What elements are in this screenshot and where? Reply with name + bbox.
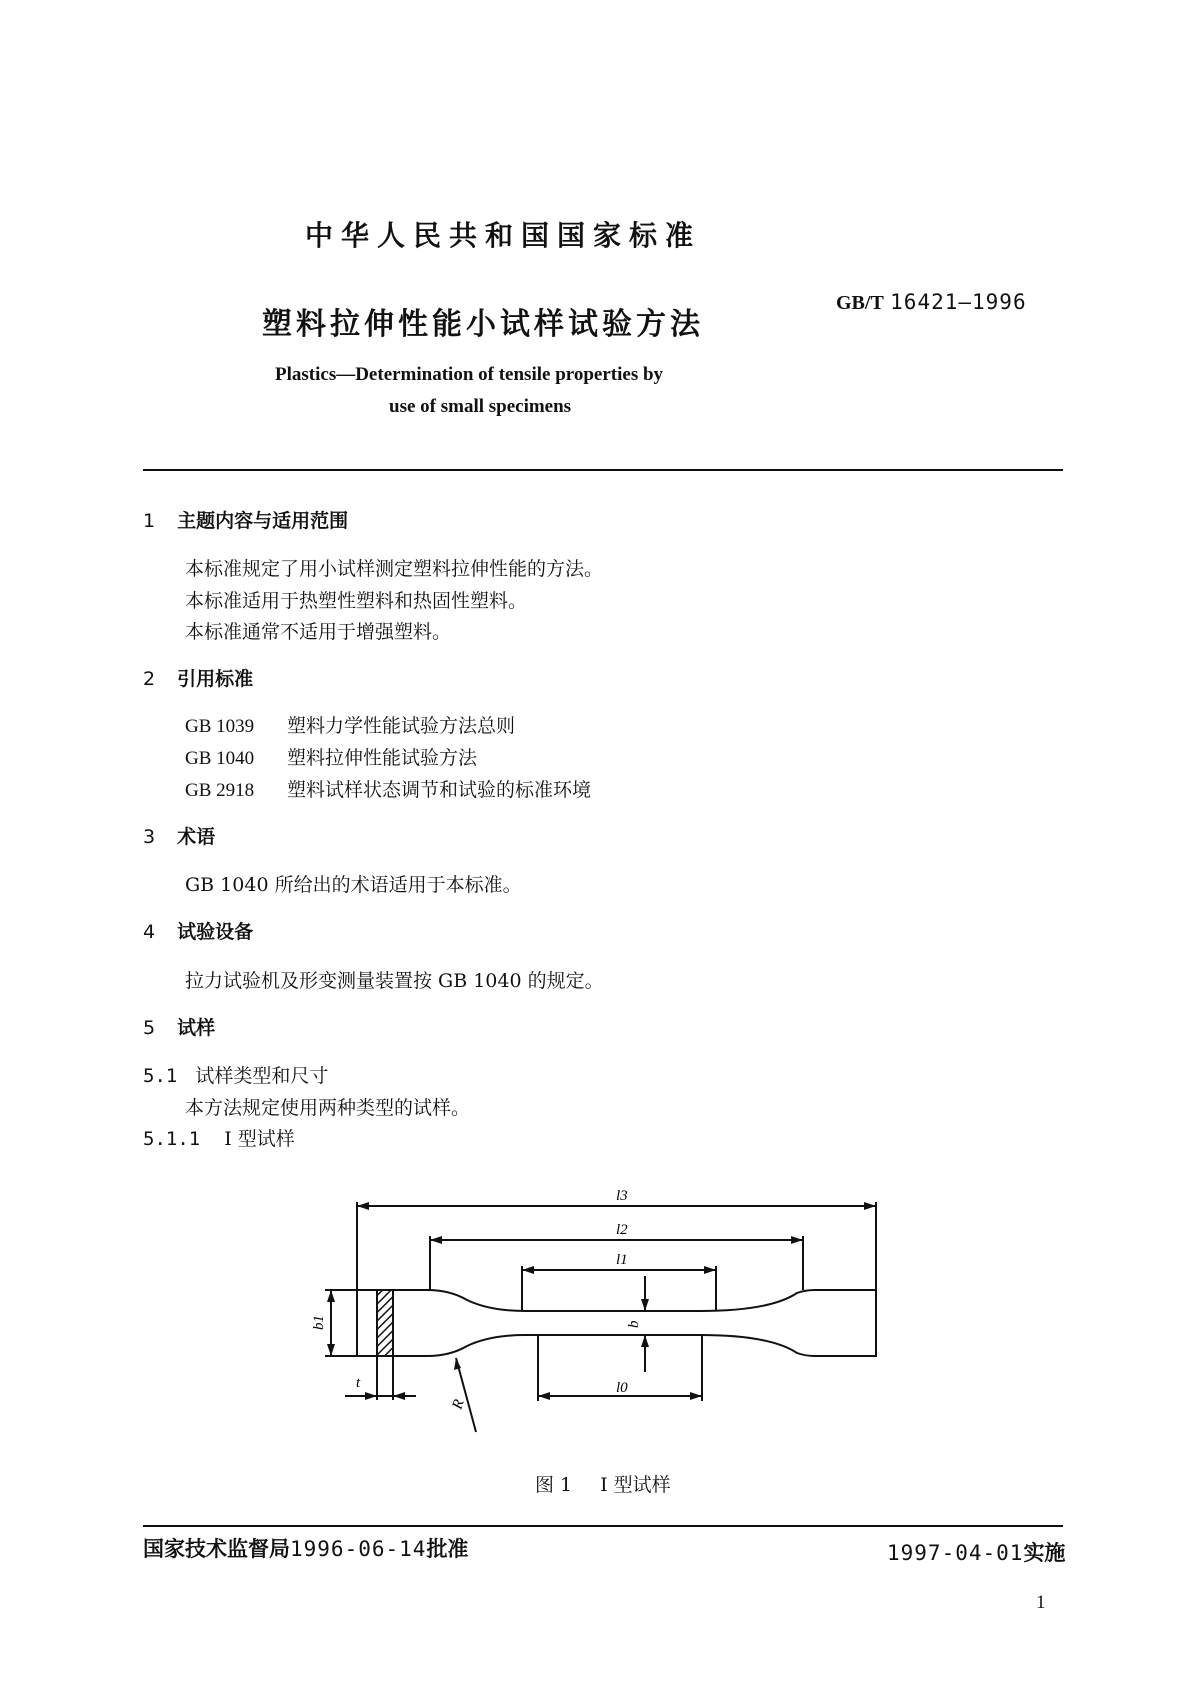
figure-caption [535, 1470, 671, 1497]
specimen-outline [357, 1290, 876, 1356]
label-b: b [626, 1320, 642, 1328]
document-title-en-line1: Plastics—Determination of tensile properties by [275, 364, 664, 385]
document-title-en-line2: use of small specimens [389, 396, 572, 417]
reference-code: GB 1040 [185, 748, 255, 769]
label-l2: l2 [616, 1222, 628, 1238]
label-b1: b1 [311, 1315, 327, 1330]
approval-date: 1996-06-14 [290, 1537, 427, 1561]
approval-word: 批准 [426, 1537, 469, 1561]
section-title: 主题内容与适用范围 [177, 510, 349, 532]
section-title: 试样 [177, 1017, 216, 1039]
label-l1: l1 [616, 1252, 628, 1268]
section-1-line: 本标准适用于热塑性塑料和热固性塑料。 [185, 590, 528, 612]
standard-code-number: 16421—1996 [890, 290, 1027, 314]
radius-leader [456, 1358, 476, 1432]
subsection-title: I 型试样 [224, 1128, 295, 1150]
standard-code-prefix: GB/T [836, 292, 884, 314]
section-number: 5 [143, 1017, 156, 1039]
footer-rule [143, 1525, 1063, 1527]
section-title: 术语 [177, 826, 216, 848]
reference-code: GB 1039 [185, 716, 255, 737]
reference-title: 塑料拉伸性能试验方法 [287, 747, 478, 769]
implementation-line [887, 1537, 1065, 1567]
implementation-word: 实施 [1023, 1541, 1066, 1565]
document-title-cn: 塑料拉伸性能小试样试验方法 [262, 307, 704, 342]
section-title: 试验设备 [177, 921, 254, 943]
label-l0: l0 [616, 1380, 628, 1396]
figure-caption-number: 图 1 [535, 1474, 573, 1496]
section-1-line: 本标准规定了用小试样测定塑料拉伸性能的方法。 [185, 558, 604, 580]
reference-title: 塑料试样状态调节和试验的标准环境 [287, 779, 592, 801]
section-1-line: 本标准通常不适用于增强塑料。 [185, 621, 452, 643]
label-l3: l3 [616, 1188, 628, 1204]
reference-code: GB 2918 [185, 780, 255, 801]
reference-title: 塑料力学性能试验方法总则 [287, 715, 516, 737]
subsection-number: 5.1.1 [143, 1128, 201, 1150]
section-number: 4 [143, 921, 156, 943]
cross-section-hatch [377, 1290, 393, 1356]
national-standard-heading: 中华人民共和国国家标准 [305, 219, 702, 252]
subsection-5-1-text: 本方法规定使用两种类型的试样。 [185, 1097, 471, 1119]
section-number: 1 [143, 510, 156, 532]
section-number: 2 [143, 668, 156, 690]
section-title: 引用标准 [177, 668, 254, 690]
section-4-text: 拉力试验机及形变测量装置按 GB 1040 的规定。 [185, 970, 604, 992]
figure-caption-title: I 型试样 [600, 1474, 671, 1496]
subsection-title: 试样类型和尺寸 [195, 1065, 329, 1087]
implementation-date: 1997-04-01 [887, 1541, 1024, 1565]
section-3-text: GB 1040 所给出的术语适用于本标准。 [185, 874, 522, 896]
section-number: 3 [143, 826, 156, 848]
issuer: 国家技术监督局 [143, 1537, 290, 1561]
approval-line [143, 1533, 468, 1563]
page-number: 1 [1036, 1592, 1046, 1613]
subsection-number: 5.1 [143, 1065, 178, 1087]
label-radius: R [449, 1397, 468, 1412]
label-t: t [356, 1375, 361, 1391]
